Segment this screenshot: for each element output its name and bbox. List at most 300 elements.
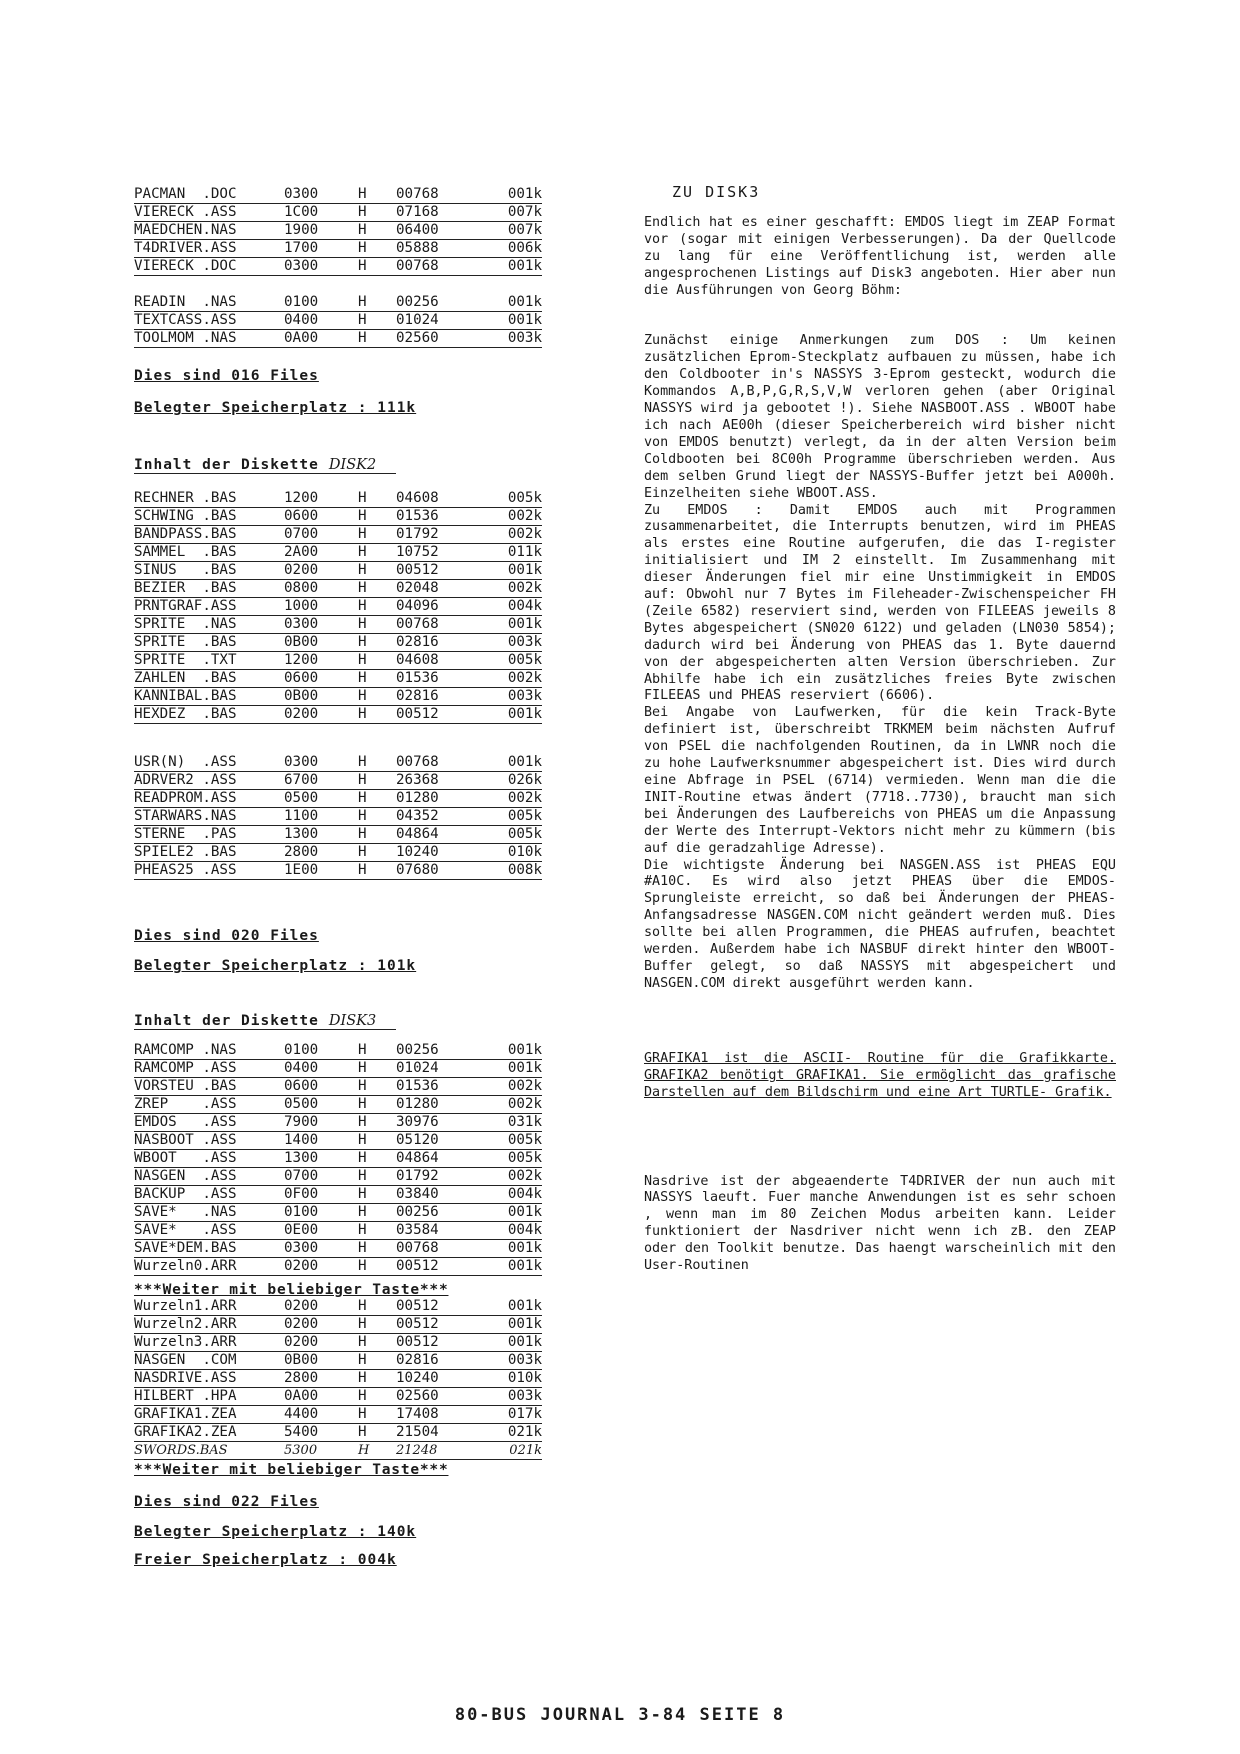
file-addr: 0300 bbox=[284, 186, 358, 204]
disk2-file-table-a bbox=[134, 490, 542, 724]
file-addr: 0100 bbox=[284, 1204, 358, 1222]
file-row bbox=[134, 490, 542, 508]
file-addr: 0B00 bbox=[284, 1352, 358, 1370]
file-h: H bbox=[358, 808, 396, 826]
file-addr: 1000 bbox=[284, 598, 358, 616]
file-addr: 0500 bbox=[284, 1096, 358, 1114]
file-name: SAVE* .NAS bbox=[134, 1204, 284, 1222]
file-h: H bbox=[358, 616, 396, 634]
file-name: Wurzeln1.ARR bbox=[134, 1298, 284, 1316]
file-row bbox=[134, 1424, 542, 1442]
file-row bbox=[134, 1240, 542, 1258]
disk3-heading: Inhalt der Diskette DISK3 bbox=[134, 1013, 396, 1030]
file-name: MAEDCHEN.NAS bbox=[134, 222, 284, 240]
file-dec: 02560 bbox=[396, 1388, 498, 1406]
file-size: 002k bbox=[498, 508, 542, 526]
file-dec: 02560 bbox=[396, 330, 498, 348]
file-row bbox=[134, 1258, 542, 1276]
file-h: H bbox=[358, 826, 396, 844]
file-row bbox=[134, 1316, 542, 1334]
file-name: SCHWING .BAS bbox=[134, 508, 284, 526]
file-size: 005k bbox=[498, 490, 542, 508]
disk3-handwritten-label: DISK3 bbox=[328, 1013, 377, 1029]
file-name: TOOLMOM .NAS bbox=[134, 330, 284, 348]
file-dec: 05888 bbox=[396, 240, 498, 258]
file-dec: 01792 bbox=[396, 526, 498, 544]
file-row bbox=[134, 1060, 542, 1078]
file-name: VIERECK .ASS bbox=[134, 204, 284, 222]
file-size: 001k bbox=[498, 258, 542, 276]
file-name: SPIELE2 .BAS bbox=[134, 844, 284, 862]
file-dec: 07168 bbox=[396, 204, 498, 222]
file-h: H bbox=[358, 1222, 396, 1240]
file-dec: 04352 bbox=[396, 808, 498, 826]
file-size: 002k bbox=[498, 790, 542, 808]
file-size: 001k bbox=[498, 1042, 542, 1060]
file-size: 002k bbox=[498, 526, 542, 544]
file-dec: 01280 bbox=[396, 790, 498, 808]
file-h: H bbox=[358, 1168, 396, 1186]
file-h: H bbox=[358, 544, 396, 562]
file-h: H bbox=[358, 706, 396, 724]
file-addr: 4400 bbox=[284, 1406, 358, 1424]
disk1-used-space: Belegter Speicherplatz : 111k bbox=[134, 400, 417, 416]
file-row bbox=[134, 688, 542, 706]
file-row bbox=[134, 634, 542, 652]
file-name: GRAFIKA2.ZEA bbox=[134, 1424, 284, 1442]
file-dec: 02816 bbox=[396, 634, 498, 652]
file-h: H bbox=[358, 1298, 396, 1316]
file-size: 004k bbox=[498, 1222, 542, 1240]
file-size: 001k bbox=[498, 1334, 542, 1352]
file-addr: 1400 bbox=[284, 1132, 358, 1150]
file-row bbox=[134, 1406, 542, 1424]
file-row bbox=[134, 652, 542, 670]
file-row bbox=[134, 1186, 542, 1204]
file-size: 001k bbox=[498, 1316, 542, 1334]
file-name: SAMMEL .BAS bbox=[134, 544, 284, 562]
file-size: 003k bbox=[498, 1388, 542, 1406]
file-h: H bbox=[358, 258, 396, 276]
file-name: PACMAN .DOC bbox=[134, 186, 284, 204]
file-dec: 00256 bbox=[396, 294, 498, 312]
file-addr: 0200 bbox=[284, 1334, 358, 1352]
file-row bbox=[134, 240, 542, 258]
file-dec: 04864 bbox=[396, 826, 498, 844]
file-h: H bbox=[358, 1424, 396, 1442]
file-h: H bbox=[358, 1352, 396, 1370]
disk3-file-count: Dies sind 022 Files bbox=[134, 1494, 319, 1510]
file-dec: 02816 bbox=[396, 688, 498, 706]
file-size: 001k bbox=[498, 1240, 542, 1258]
file-size: 001k bbox=[498, 616, 542, 634]
file-addr: 0F00 bbox=[284, 1186, 358, 1204]
file-size: 004k bbox=[498, 1186, 542, 1204]
file-dec: 00512 bbox=[396, 1258, 498, 1276]
file-h: H bbox=[358, 1132, 396, 1150]
file-addr: 0600 bbox=[284, 1078, 358, 1096]
file-name: RECHNER .BAS bbox=[134, 490, 284, 508]
file-name: READIN .NAS bbox=[134, 294, 284, 312]
file-dec: 04608 bbox=[396, 652, 498, 670]
file-dec: 10240 bbox=[396, 1370, 498, 1388]
file-h: H bbox=[358, 240, 396, 258]
file-h: H bbox=[358, 862, 396, 880]
file-h: H bbox=[358, 562, 396, 580]
article-paragraph-nasdrive: Nasdrive ist der abgeaenderte T4DRIVER der nun auch mit NASSYS laeuft. Fuer manche Anwendungen ist es sehr schoen , wenn man im 80 Zeichen Modus arbeiten kann. Leider funktioniert der Nasdriver nicht wenn ich zB. den ZEAP oder den Toolkit benutze. Das haengt warscheinlich mit den User-Routinen bbox=[644, 1173, 1116, 1274]
file-dec: 06400 bbox=[396, 222, 498, 240]
file-name: EMDOS .ASS bbox=[134, 1114, 284, 1132]
file-dec: 00512 bbox=[396, 1334, 498, 1352]
file-addr: 1700 bbox=[284, 240, 358, 258]
file-size: 001k bbox=[498, 1060, 542, 1078]
file-addr: 2A00 bbox=[284, 544, 358, 562]
file-dec: 10240 bbox=[396, 844, 498, 862]
file-addr: 0300 bbox=[284, 1240, 358, 1258]
file-addr: 1E00 bbox=[284, 862, 358, 880]
file-size: 001k bbox=[498, 186, 542, 204]
file-addr: 2800 bbox=[284, 1370, 358, 1388]
file-size: 002k bbox=[498, 1168, 542, 1186]
file-name: NASDRIVE.ASS bbox=[134, 1370, 284, 1388]
file-row bbox=[134, 1078, 542, 1096]
page-footer: 80-BUS JOURNAL 3-84 SEITE 8 bbox=[454, 1705, 786, 1725]
file-size: 003k bbox=[498, 330, 542, 348]
file-name: GRAFIKA1.ZEA bbox=[134, 1406, 284, 1424]
file-name: SPRITE .TXT bbox=[134, 652, 284, 670]
file-addr: 0100 bbox=[284, 294, 358, 312]
file-dec: 05120 bbox=[396, 1132, 498, 1150]
file-name: STERNE .PAS bbox=[134, 826, 284, 844]
file-addr: 0100 bbox=[284, 1042, 358, 1060]
file-row bbox=[134, 790, 542, 808]
file-size: 007k bbox=[498, 204, 542, 222]
file-h: H bbox=[358, 1406, 396, 1424]
file-h: H bbox=[358, 1042, 396, 1060]
file-dec: 01024 bbox=[396, 312, 498, 330]
file-row bbox=[134, 204, 542, 222]
file-row bbox=[134, 544, 542, 562]
file-addr: 1100 bbox=[284, 808, 358, 826]
file-size: 010k bbox=[498, 844, 542, 862]
file-h: H bbox=[358, 790, 396, 808]
file-addr: 0E00 bbox=[284, 1222, 358, 1240]
file-addr: 1C00 bbox=[284, 204, 358, 222]
file-row bbox=[134, 1388, 542, 1406]
file-name: TEXTCASS.ASS bbox=[134, 312, 284, 330]
file-addr: 0200 bbox=[284, 1258, 358, 1276]
file-dec: 21504 bbox=[396, 1424, 498, 1442]
file-h: H bbox=[358, 1186, 396, 1204]
file-row bbox=[134, 1334, 542, 1352]
disk2-handwritten-label: DISK2 bbox=[328, 457, 377, 473]
disk3-used-space: Belegter Speicherplatz : 140k bbox=[134, 1524, 417, 1540]
file-name: RAMCOMP .NAS bbox=[134, 1042, 284, 1060]
file-dec: 01792 bbox=[396, 1168, 498, 1186]
file-size: 001k bbox=[498, 706, 542, 724]
file-name: PRNTGRAF.ASS bbox=[134, 598, 284, 616]
file-h: H bbox=[358, 598, 396, 616]
file-row bbox=[134, 862, 542, 880]
file-dec: 04608 bbox=[396, 490, 498, 508]
file-addr: 1200 bbox=[284, 652, 358, 670]
file-row bbox=[134, 526, 542, 544]
disk1-file-table-a bbox=[134, 186, 542, 276]
article-title: ZU DISK3 bbox=[672, 183, 761, 201]
file-h: H bbox=[358, 670, 396, 688]
file-h: H bbox=[358, 688, 396, 706]
file-name: NASGEN .ASS bbox=[134, 1168, 284, 1186]
file-addr: 0200 bbox=[284, 1298, 358, 1316]
article-paragraph-emdos: Zu EMDOS : Damit EMDOS auch mit Programmen zusammenarbeitet, die Interrupts benutzen, wird im PHEAS als erstes eine Routine aufgerufen, die das I-register initialisiert und IM 2 einstellt. Im Zusammenhang mit dieser Änderungen fiel mir eine Unstimmigkeit in EMDOS auf: Obwohl nur 7 Bytes im Fileheader-Zwischenspeicher FH (Zeile 6582) reserviert sind, werden von FILEEAS jeweils 8 Bytes abgespeichert (SN020 6122) und geladen (LN030 5854); dadurch wird bei Änderung von PHEAS das 1. Byte dauernd von der abgespeicherten alten Version überschrieben. Zur Abhilfe habe ich ein zusätzliches freies Byte zwischen FILEEAS und PHEAS reserviert (6606). bbox=[644, 502, 1116, 704]
file-dec: 02816 bbox=[396, 1352, 498, 1370]
file-row bbox=[134, 754, 542, 772]
file-dec: 07680 bbox=[396, 862, 498, 880]
file-h: H bbox=[358, 1240, 396, 1258]
handwritten-file-row: SWORDS.BAS 5300 H 21248 021k bbox=[134, 1443, 542, 1458]
file-size: 002k bbox=[498, 1096, 542, 1114]
file-row bbox=[134, 1352, 542, 1370]
file-h: H bbox=[358, 754, 396, 772]
file-name: VIERECK .DOC bbox=[134, 258, 284, 276]
file-dec: 00768 bbox=[396, 186, 498, 204]
file-dec: 04864 bbox=[396, 1150, 498, 1168]
disk3-free-space: Freier Speicherplatz : 004k bbox=[134, 1552, 397, 1568]
file-row bbox=[134, 808, 542, 826]
file-name: RAMCOMP .ASS bbox=[134, 1060, 284, 1078]
file-row bbox=[134, 294, 542, 312]
file-addr: 0200 bbox=[284, 562, 358, 580]
file-addr: 7900 bbox=[284, 1114, 358, 1132]
disk2-file-count: Dies sind 020 Files bbox=[134, 928, 319, 944]
file-h: H bbox=[358, 222, 396, 240]
file-name: ADRVER2 .ASS bbox=[134, 772, 284, 790]
file-size: 005k bbox=[498, 1150, 542, 1168]
disk2-heading: Inhalt der Diskette DISK2 bbox=[134, 457, 396, 474]
file-size: 008k bbox=[498, 862, 542, 880]
file-h: H bbox=[358, 1150, 396, 1168]
file-row bbox=[134, 1114, 542, 1132]
file-dec: 02048 bbox=[396, 580, 498, 598]
disk3-file-table-b bbox=[134, 1298, 542, 1442]
file-name: HEXDEZ .BAS bbox=[134, 706, 284, 724]
file-name: BACKUP .ASS bbox=[134, 1186, 284, 1204]
file-row bbox=[134, 562, 542, 580]
file-name: USR(N) .ASS bbox=[134, 754, 284, 772]
file-h: H bbox=[358, 1096, 396, 1114]
file-addr: 0300 bbox=[284, 258, 358, 276]
file-row bbox=[134, 826, 542, 844]
file-h: H bbox=[358, 844, 396, 862]
file-size: 003k bbox=[498, 688, 542, 706]
disk2-file-table-b bbox=[134, 754, 542, 880]
file-row bbox=[134, 772, 542, 790]
file-name: KANNIBAL.BAS bbox=[134, 688, 284, 706]
file-name: WBOOT .ASS bbox=[134, 1150, 284, 1168]
file-addr: 0700 bbox=[284, 526, 358, 544]
file-row bbox=[134, 670, 542, 688]
file-size: 001k bbox=[498, 1204, 542, 1222]
continue-prompt: ***Weiter mit beliebiger Taste*** bbox=[134, 1282, 449, 1298]
file-size: 002k bbox=[498, 580, 542, 598]
file-dec: 03840 bbox=[396, 1186, 498, 1204]
file-name: NASBOOT .ASS bbox=[134, 1132, 284, 1150]
file-row bbox=[134, 1096, 542, 1114]
file-h: H bbox=[358, 1060, 396, 1078]
file-name: NASGEN .COM bbox=[134, 1352, 284, 1370]
file-addr: 0B00 bbox=[284, 634, 358, 652]
file-row bbox=[134, 186, 542, 204]
file-name: ZAHLEN .BAS bbox=[134, 670, 284, 688]
file-row bbox=[134, 1204, 542, 1222]
file-row bbox=[134, 258, 542, 276]
file-addr: 0A00 bbox=[284, 1388, 358, 1406]
file-dec: 00768 bbox=[396, 1240, 498, 1258]
file-name: SINUS .BAS bbox=[134, 562, 284, 580]
file-name: SPRITE .BAS bbox=[134, 634, 284, 652]
file-name: SAVE*DEM.BAS bbox=[134, 1240, 284, 1258]
file-dec: 01536 bbox=[396, 508, 498, 526]
file-name: BEZIER .BAS bbox=[134, 580, 284, 598]
file-h: H bbox=[358, 634, 396, 652]
file-row bbox=[134, 598, 542, 616]
file-addr: 2800 bbox=[284, 844, 358, 862]
file-row bbox=[134, 844, 542, 862]
file-size: 021k bbox=[498, 1424, 542, 1442]
file-name: Wurzeln0.ARR bbox=[134, 1258, 284, 1276]
file-size: 010k bbox=[498, 1370, 542, 1388]
file-h: H bbox=[358, 1114, 396, 1132]
file-dec: 30976 bbox=[396, 1114, 498, 1132]
article-paragraph-drives: Bei Angabe von Laufwerken, für die kein Track-Byte definiert ist, überschreibt TRKMEM beim nächsten Aufruf von PSEL die nachfolgenden Routinen, da in LWNR noch die zu hohe Laufwerksnummer abgespeichert ist. Dies wird durch eine Abfrage in PSEL (6714) vermieden. Wenn man die die INIT-Routine etwas ändert (7718..7730), braucht man sich bei Änderungen des Laufbereichs von PHEAS um die Anpassung der Werte des Interrupt-Vektors nicht mehr zu kümmern (bis auf die geradzahlige Adresse). bbox=[644, 705, 1116, 856]
file-name: HILBERT .HPA bbox=[134, 1388, 284, 1406]
file-name: BANDPASS.BAS bbox=[134, 526, 284, 544]
file-dec: 00768 bbox=[396, 616, 498, 634]
file-row bbox=[134, 330, 542, 348]
file-size: 001k bbox=[498, 294, 542, 312]
file-name: T4DRIVER.ASS bbox=[134, 240, 284, 258]
file-h: H bbox=[358, 294, 396, 312]
file-addr: 0200 bbox=[284, 1316, 358, 1334]
file-size: 026k bbox=[498, 772, 542, 790]
file-addr: 0600 bbox=[284, 670, 358, 688]
file-h: H bbox=[358, 772, 396, 790]
file-addr: 0B00 bbox=[284, 688, 358, 706]
file-dec: 00512 bbox=[396, 1298, 498, 1316]
file-size: 017k bbox=[498, 1406, 542, 1424]
file-row bbox=[134, 616, 542, 634]
file-name: READPROM.ASS bbox=[134, 790, 284, 808]
file-size: 001k bbox=[498, 1298, 542, 1316]
file-addr: 0300 bbox=[284, 754, 358, 772]
file-dec: 00256 bbox=[396, 1204, 498, 1222]
file-dec: 26368 bbox=[396, 772, 498, 790]
file-h: H bbox=[358, 1078, 396, 1096]
file-row bbox=[134, 1222, 542, 1240]
file-size: 002k bbox=[498, 1078, 542, 1096]
article-paragraph-grafika: GRAFIKA1 ist die ASCII- Routine für die Grafikkarte. GRAFIKA2 benötigt GRAFIKA1. Sie ermöglicht das grafische Darstellen auf dem Bildschirm und eine Art TURTLE- Grafik. bbox=[644, 1050, 1116, 1100]
file-h: H bbox=[358, 1316, 396, 1334]
file-addr: 0500 bbox=[284, 790, 358, 808]
file-h: H bbox=[358, 1334, 396, 1352]
file-dec: 00512 bbox=[396, 562, 498, 580]
file-size: 004k bbox=[498, 598, 542, 616]
file-addr: 5400 bbox=[284, 1424, 358, 1442]
file-addr: 6700 bbox=[284, 772, 358, 790]
file-name: Wurzeln2.ARR bbox=[134, 1316, 284, 1334]
file-size: 001k bbox=[498, 562, 542, 580]
file-size: 031k bbox=[498, 1114, 542, 1132]
disk1-file-table-b bbox=[134, 294, 542, 348]
article-column bbox=[644, 184, 1116, 1275]
file-dec: 17408 bbox=[396, 1406, 498, 1424]
file-name: Wurzeln3.ARR bbox=[134, 1334, 284, 1352]
file-h: H bbox=[358, 1370, 396, 1388]
file-h: H bbox=[358, 652, 396, 670]
file-dec: 03584 bbox=[396, 1222, 498, 1240]
file-h: H bbox=[358, 330, 396, 348]
file-dec: 00768 bbox=[396, 258, 498, 276]
file-size: 005k bbox=[498, 652, 542, 670]
file-dec: 01536 bbox=[396, 670, 498, 688]
file-addr: 0A00 bbox=[284, 330, 358, 348]
file-h: H bbox=[358, 1388, 396, 1406]
file-size: 005k bbox=[498, 826, 542, 844]
file-name: ZREP .ASS bbox=[134, 1096, 284, 1114]
file-dec: 04096 bbox=[396, 598, 498, 616]
file-size: 003k bbox=[498, 634, 542, 652]
file-h: H bbox=[358, 186, 396, 204]
file-dec: 00512 bbox=[396, 1316, 498, 1334]
disk3-file-table-a bbox=[134, 1042, 542, 1276]
file-dec: 01536 bbox=[396, 1078, 498, 1096]
file-row bbox=[134, 706, 542, 724]
file-name: SPRITE .NAS bbox=[134, 616, 284, 634]
file-addr: 1900 bbox=[284, 222, 358, 240]
file-size: 003k bbox=[498, 1352, 542, 1370]
file-size: 007k bbox=[498, 222, 542, 240]
file-addr: 0300 bbox=[284, 616, 358, 634]
file-size: 001k bbox=[498, 312, 542, 330]
file-h: H bbox=[358, 204, 396, 222]
file-h: H bbox=[358, 312, 396, 330]
file-addr: 0700 bbox=[284, 1168, 358, 1186]
file-addr: 1300 bbox=[284, 826, 358, 844]
file-name: PHEAS25 .ASS bbox=[134, 862, 284, 880]
file-dec: 01280 bbox=[396, 1096, 498, 1114]
file-row bbox=[134, 222, 542, 240]
file-addr: 0800 bbox=[284, 580, 358, 598]
file-size: 005k bbox=[498, 1132, 542, 1150]
file-size: 001k bbox=[498, 1258, 542, 1276]
file-row bbox=[134, 1298, 542, 1316]
file-addr: 1300 bbox=[284, 1150, 358, 1168]
file-row bbox=[134, 312, 542, 330]
file-addr: 0600 bbox=[284, 508, 358, 526]
file-h: H bbox=[358, 526, 396, 544]
article-paragraph-nasgen: Die wichtigste Änderung bei NASGEN.ASS ist PHEAS EQU #A10C. Es wird also jetzt PHEAS über die EMDOS-Sprungleiste erreicht, so daß bei Änderungen der PHEAS-Anfangsadresse NASGEN.COM nicht geändert werden muß. Dies sollte bei allen Programmen, die PHEAS aufrufen, beachtet werden. Außerdem habe ich NASBUF direkt hinter den WBOOT-Buffer gelegt, so daß NASSYS mit abgespeichert und NASGEN.COM direkt ausgeführt werden kann. bbox=[644, 857, 1116, 991]
file-size: 006k bbox=[498, 240, 542, 258]
file-row bbox=[134, 1150, 542, 1168]
file-dec: 10752 bbox=[396, 544, 498, 562]
file-addr: 0400 bbox=[284, 1060, 358, 1078]
file-name: STARWARS.NAS bbox=[134, 808, 284, 826]
disk2-used-space: Belegter Speicherplatz : 101k bbox=[134, 958, 417, 974]
file-row bbox=[134, 1370, 542, 1388]
file-h: H bbox=[358, 490, 396, 508]
directory-listing-column bbox=[134, 186, 574, 1568]
file-addr: 0200 bbox=[284, 706, 358, 724]
